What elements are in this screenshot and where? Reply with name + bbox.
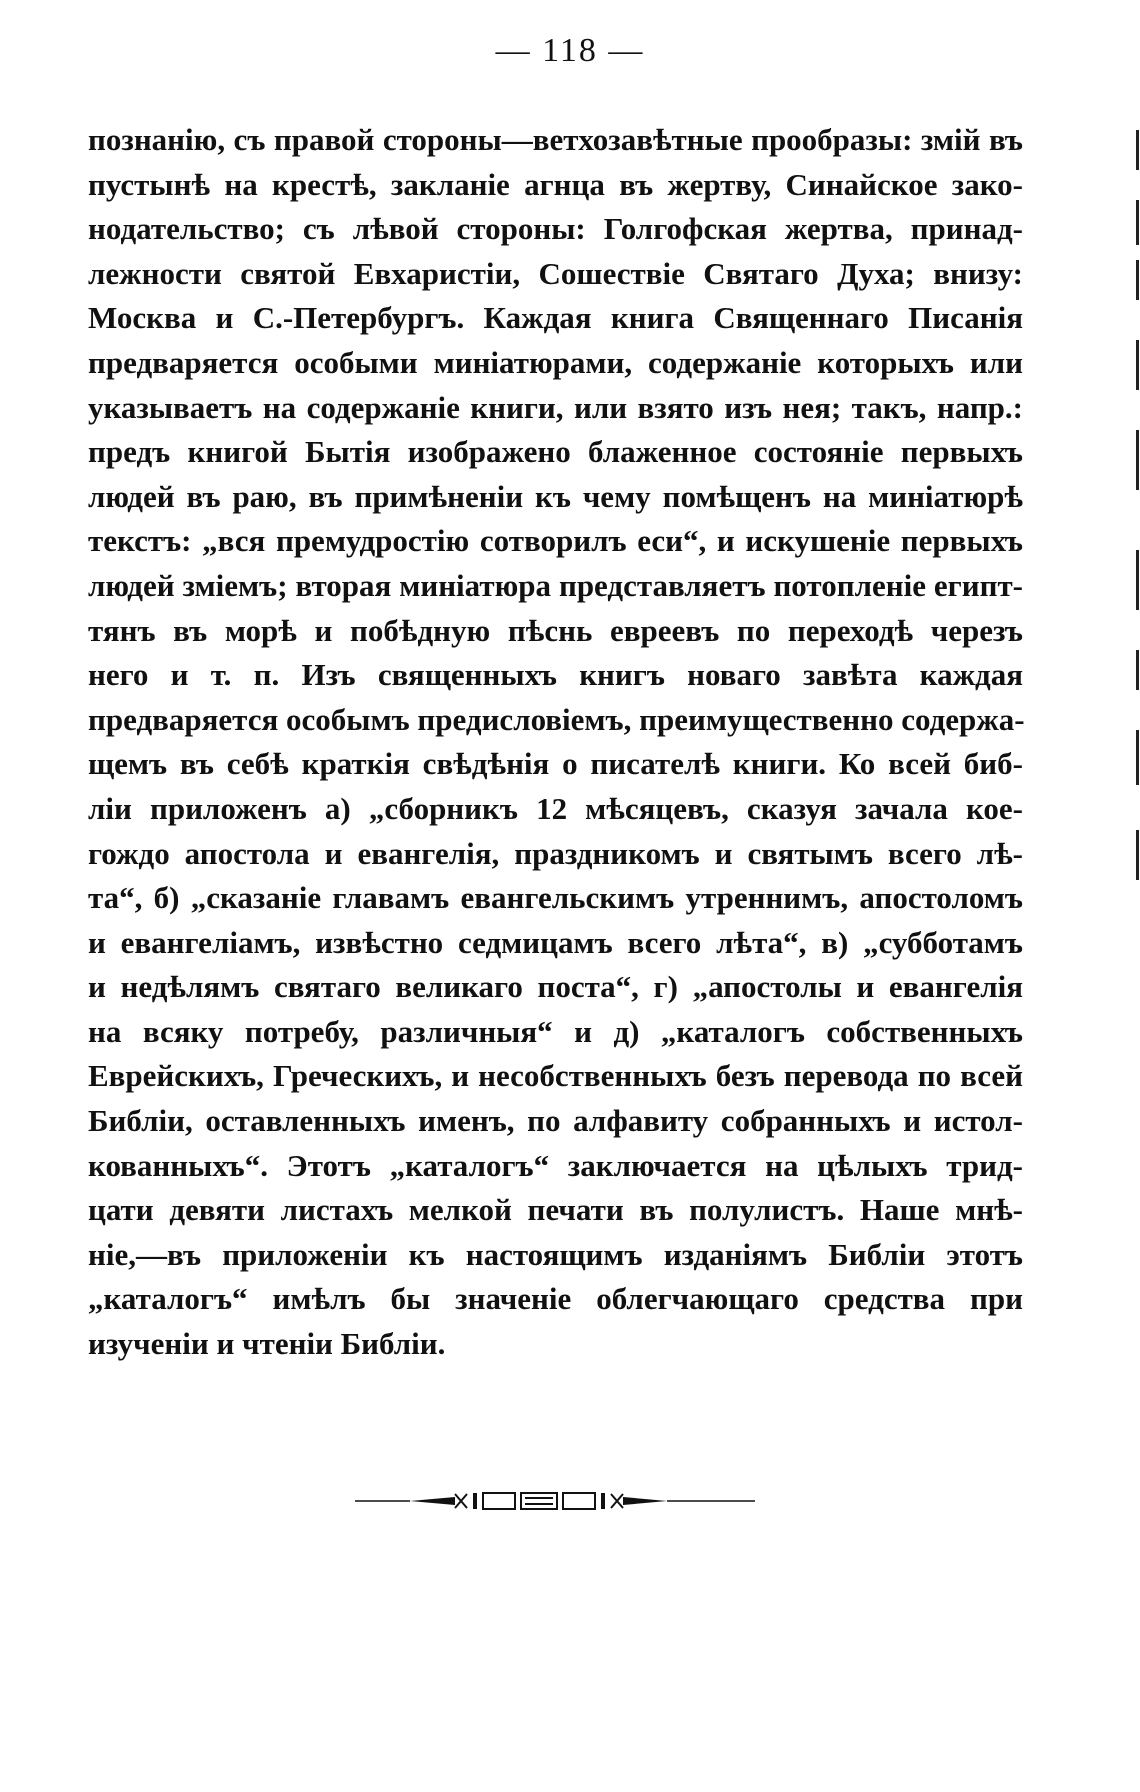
page-edge-marks <box>1130 130 1140 890</box>
text-line: него и т. п. Изъ священныхъ книгъ новаго завѣта каждая <box>88 657 1023 693</box>
text-line: тянъ въ морѣ и побѣдную пѣснь евреевъ по переходѣ черезъ <box>88 612 1023 648</box>
text-line: цати девяти листахъ мелкой печати въ полулистъ. Наше мнѣ- <box>88 1192 1023 1228</box>
text-line: предваряется особымъ предисловіемъ, преимущественно содержа- <box>88 701 1025 737</box>
text-line: предваряется особыми миніатюрами, содержаніе которыхъ или <box>88 344 1023 380</box>
text-line: лежности святой Евхаристіи, Сошествіе Святаго Духа; внизу: <box>88 255 1023 291</box>
text-line: людей въ раю, въ примѣненіи къ чему помѣщенъ на миніатюрѣ <box>88 478 1023 514</box>
text-line: кованныхъ“. Этотъ „каталогъ“ заключается на цѣлыхъ трид- <box>88 1147 1023 1183</box>
text-line: предъ книгой Бытія изображено блаженное состояніе первыхъ <box>88 434 1023 470</box>
text-line: та“, б) „сказаніе главамъ евангельскимъ утреннимъ, апостоломъ <box>88 880 1023 916</box>
text-line: текстъ: „вся премудростію сотворилъ еси“, и искушеніе первыхъ <box>88 523 1023 559</box>
text-line: изученіи и чтеніи Библіи. <box>88 1326 446 1362</box>
text-line: щемъ въ себѣ краткія свѣдѣнія о писателѣ книги. Ко всей биб- <box>88 746 1023 782</box>
text-line: познанію, съ правой стороны—ветхозавѣтные прообразы: змій въ <box>88 122 1023 157</box>
text-line: и евангеліамъ, извѣстно седмицамъ всего лѣта“, в) „субботамъ <box>88 924 1023 960</box>
text-line: Москва и С.-Петербургъ. Каждая книга Священнаго Писанія <box>88 300 1023 336</box>
text-line: и недѣлямъ святаго великаго поста“, г) „апостолы и евангелія <box>88 969 1023 1005</box>
ornament-divider-icon <box>355 1488 755 1514</box>
body-text <box>88 118 1023 1367</box>
page-number: — 118 — <box>495 32 645 69</box>
text-line: ліи приложенъ а) „сборникъ 12 мѣсяцевъ, сказуя зачала коe- <box>88 790 1023 826</box>
text-line: пустынѣ на крестѣ, закланіе агнца въ жертву, Синайское зако- <box>88 166 1023 202</box>
text-line: ніе,—въ приложеніи къ настоящимъ изданіямъ Библіи этотъ <box>88 1236 1023 1272</box>
text-line: гождо апостола и евангелія, праздникомъ и святымъ всего лѣ- <box>88 835 1023 871</box>
text-line: на всяку потребу, различныя“ и д) „каталогъ собственныхъ <box>88 1013 1023 1049</box>
text-line: „каталогъ“ имѣлъ бы значеніе облегчающаго средства при <box>88 1281 1023 1317</box>
text-line: указываетъ на содержаніе книги, или взято изъ нея; такъ, напр.: <box>88 389 1023 425</box>
text-line: людей зміемъ; вторая миніатюра представляетъ потопленіе египт- <box>88 567 1023 603</box>
text-line: Библіи, оставленныхъ именъ, по алфавиту собранныхъ и истол- <box>88 1103 1023 1139</box>
text-line: Еврейскихъ, Греческихъ, и несобственныхъ безъ перевода по всей <box>88 1058 1023 1094</box>
text-line: нодательство; съ лѣвой стороны: Голгофская жертва, принад- <box>88 211 1023 247</box>
